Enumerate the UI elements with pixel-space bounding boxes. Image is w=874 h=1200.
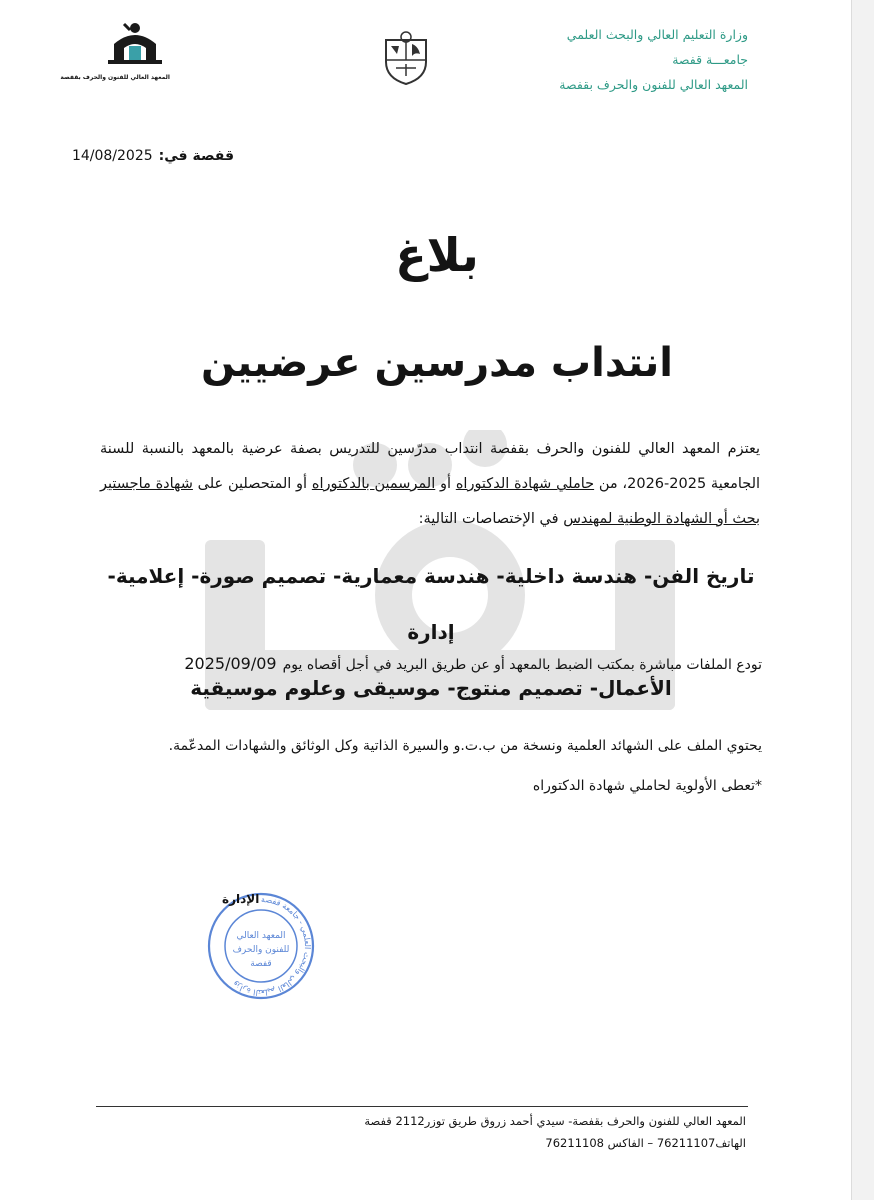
stamp-line2: للفنون والحرف xyxy=(232,945,290,955)
body-part3: في الإختصاصات التالية: xyxy=(418,511,564,527)
signer-label: الإدارة xyxy=(222,892,260,906)
footer-divider xyxy=(96,1106,748,1107)
deposit-text: تودع الملفات مباشرة بمكتب الضبط بالمعهد أو عن طريق البريد في أجل أقصاه يوم xyxy=(282,657,762,673)
deposit-line xyxy=(184,654,762,673)
date-label: قفصة في: xyxy=(158,148,234,164)
header-block xyxy=(508,22,748,97)
stamp-line3: قفصة xyxy=(250,959,272,969)
body-part1: يعتزم المعهد العالي للفنون والحرف بقفصة انتداب مدرّسين للتدريس بصفة عرضية بالمعهد بالنسبة للسنة الجامعية 2025-2026، من xyxy=(100,441,761,492)
tunisia-emblem-icon xyxy=(378,30,434,86)
specialties-line2: الأعمال- تصميم منتوج- موسيقى وعلوم موسيقية xyxy=(190,676,672,700)
footer-contact: الهاتف76211107 – الفاكس 76211108 xyxy=(545,1136,746,1150)
specialties-line1: تاريخ الفن- هندسة داخلية- هندسة معمارية- تصميم صورة- إعلامية- إدارة xyxy=(107,564,755,644)
file-contents-line: يحتوي الملف على الشهائد العلمية ونسخة من ب.ت.و والسيرة الذاتية وكل الوثائق والشهادات المدعّمة. xyxy=(168,738,762,754)
body-enrolled: المرسمين بالدكتوراه xyxy=(311,476,436,492)
footer-address: المعهد العالي للفنون والحرف بقفصة- سيدي أحمد زروق طريق توزر2112 قفصة xyxy=(364,1114,746,1128)
page-subtitle: انتداب مدرسين عرضيين xyxy=(201,340,673,386)
university-name: جامعـــة قفصة xyxy=(672,52,748,67)
date-line xyxy=(72,148,234,164)
priority-note: *تعطى الأولوية لحاملي شهادة الدكتوراه xyxy=(532,778,762,794)
page-title: بلاغ xyxy=(395,228,479,282)
body-part2: أو المتحصلين على xyxy=(192,476,312,492)
date-value: 14/08/2025 xyxy=(71,148,153,164)
stamp-line1: المعهد العالي xyxy=(236,931,286,941)
body-paragraph xyxy=(100,432,760,537)
institute-logo xyxy=(60,20,170,82)
body-or: أو xyxy=(435,476,456,492)
deposit-deadline: 2025/09/09 xyxy=(184,654,277,673)
body-holders: حاملي شهادة الدكتوراه xyxy=(455,476,595,492)
stamp-ring-text: وزارة التعليم العالي والبحث العلمي - جامعة قفصة xyxy=(230,894,312,998)
body-masters: شهادة ماجستير بحث أو الشهادة الوطنية لمهندس xyxy=(100,476,760,527)
footer-block xyxy=(186,1110,746,1154)
institute-name: المعهد العالي للفنون والحرف بقفصة xyxy=(559,77,748,92)
logo-caption: المعهد العالي للفنون والحرف بقفصة xyxy=(60,74,170,81)
specialties-list xyxy=(100,548,762,716)
institute-logo-icon xyxy=(100,20,170,70)
ministry-name: وزارة التعليم العالي والبحث العلمي xyxy=(566,27,748,42)
official-stamp xyxy=(205,890,317,1002)
scan-edge xyxy=(851,0,874,1200)
